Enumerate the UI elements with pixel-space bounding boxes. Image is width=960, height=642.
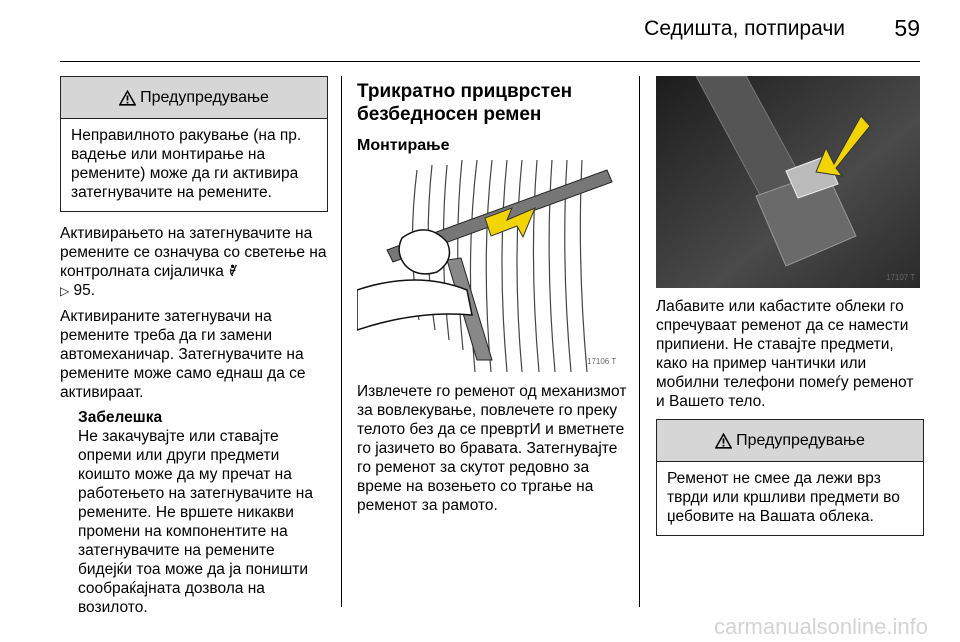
column-middle [357,80,627,155]
seatbelt-fastening-illustration [357,160,621,372]
photo-code: 17107 T [886,273,916,282]
page-reference-icon: ▷ [60,284,70,298]
warning-box [60,76,328,212]
watermark: carmanualsonline.info [713,614,928,639]
seatbelt-buckle-photo [656,76,920,288]
warning-triangle-icon [119,90,136,106]
page-reference[interactable]: 95. [73,282,96,299]
warning-header [61,77,327,119]
paragraph-text: Активирањето на затегнувачите на ремените се означува со светење на контролната сијаличка [60,225,327,280]
column-divider [341,76,342,607]
paragraph [60,224,328,301]
seatbelt-pretensioner-icon [228,264,241,277]
warning-header [657,420,923,462]
page-number: 59 [894,15,920,41]
paragraph: Лабавите или кабастите облеки го спречуваат ременот да се намести припиени. Не ставајте предмети, како на пример чантички или мобилни телефони помеѓу ременот и Вашето тело. [656,298,914,410]
warning-body: Ременот не смее да лежи врз тврди или кршливи предмети во џебовите на Вашата облека. [667,470,900,525]
note-block [60,408,328,617]
page-header-title: Седишта, потпирачи [644,17,845,40]
note-body: Не закачувајте или ставајте опреми или други предмети коишто може да му пречат на работењето на затегнувачите на ремените. Не вршете никакви промени на компонентите на затегнувачите на ремените бидејќи тоа може да ја поништи сообраќајната дозвола на возилото. [78,428,313,616]
warning-triangle-icon [715,433,732,449]
note-title: Забелешка [78,409,163,426]
column-right [656,297,924,536]
warning-title: Предупредување [736,432,865,449]
header-divider [60,61,920,62]
column-left [60,76,328,617]
section-subheading: Монтирање [357,137,450,154]
warning-box [656,419,924,536]
illustration-code: 17106 T [587,357,617,366]
paragraph: Активираните затегнувачи на ремените треба да ги замени автомеханичар. Затегнувачите на ремените може само еднаш да се активираат. [60,308,306,401]
paragraph: Извлечете го ременот од механизмот за вовлекување, повлечете го преку телото без да се превртИ и вметнете го јазичето во бравата. Затегнувајте го ременот за скутот редовно за време на возењето со тргање на ременот за рамото. [357,383,627,514]
column-divider [639,76,640,607]
section-heading: Трикратно прицврстен безбедносен ремен [357,81,573,125]
warning-title: Предупредување [140,89,269,106]
warning-body: Неправилното ракување (на пр. вадење или монтирање на ремените) може да ги активира затегнувачите на ремените. [71,127,302,201]
